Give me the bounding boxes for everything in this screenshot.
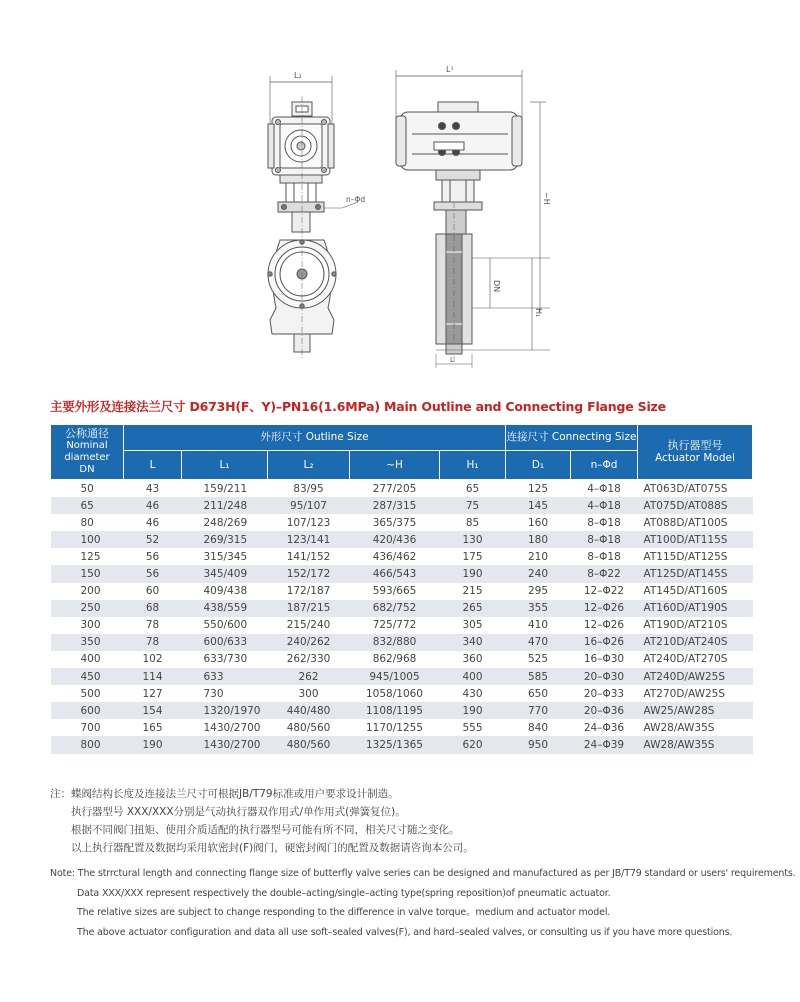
- cell-nphid: 16–Φ30: [571, 651, 638, 668]
- dim-label-l2: L₂: [294, 71, 302, 80]
- cell-h1: 620: [440, 736, 506, 753]
- cell-actuator-model: AT063D/AT075S: [638, 480, 753, 498]
- cell-h1: 190: [440, 565, 506, 582]
- header-nominal-diameter: [51, 425, 124, 480]
- cell-l: 46: [124, 514, 182, 531]
- cell-h: 1170/1255: [350, 719, 440, 736]
- cell-h: 420/436: [350, 531, 440, 548]
- cell-l2: 172/187: [268, 583, 350, 600]
- cell-nphid: 8–Φ22: [571, 565, 638, 582]
- header-h: ~H: [350, 451, 440, 480]
- cell-l: 56: [124, 548, 182, 565]
- table-row: [51, 497, 753, 514]
- section-title: 主要外形及连接法兰尺寸 D673H(F、Y)–PN16(1.6MPa) Main Outline and Connecting Flange Size: [50, 399, 666, 414]
- cell-h: 436/462: [350, 548, 440, 565]
- notes-chinese: [50, 785, 474, 857]
- cell-h: 682/752: [350, 600, 440, 617]
- cell-dn: 125: [51, 548, 124, 565]
- cell-l1: 600/633: [182, 634, 268, 651]
- cell-dn: 50: [51, 480, 124, 498]
- cell-l: 190: [124, 736, 182, 753]
- table-row: [51, 531, 753, 548]
- cell-nphid: 16–Φ26: [571, 634, 638, 651]
- note-en-line: Data XXX/XXX represent respectively the double–acting/single–acting type(spring reposition)of pneumatic actuator.: [77, 887, 611, 899]
- cell-h1: 215: [440, 583, 506, 600]
- cell-l2: 187/215: [268, 600, 350, 617]
- cell-dn: 150: [51, 565, 124, 582]
- cell-d1: 145: [506, 497, 571, 514]
- note-cn-line: 注：蝶阀结构长度及连接法兰尺寸可根据JB/T79标准或用户要求设计制造。: [50, 788, 399, 800]
- note-en-line: The relative sizes are subject to change responding to the difference in valve torque。medium and actuator model.: [77, 907, 611, 918]
- cell-d1: 950: [506, 736, 571, 753]
- side-view: [396, 65, 551, 368]
- header-actuator-model: [638, 425, 753, 480]
- cell-nphid: 12–Φ26: [571, 617, 638, 634]
- header-connecting-size: 连接尺寸 Connecting Size: [506, 425, 638, 451]
- cell-dn: 700: [51, 719, 124, 736]
- cell-nphid: 12–Φ26: [571, 600, 638, 617]
- cell-h: 1058/1060: [350, 685, 440, 702]
- cell-dn: 400: [51, 651, 124, 668]
- table-row: [51, 600, 753, 617]
- header-l2: L₂: [268, 451, 350, 480]
- dim-label-l1: L¹: [446, 65, 454, 74]
- cell-l1: 1430/2700: [182, 719, 268, 736]
- cell-dn: 450: [51, 668, 124, 685]
- cell-d1: 770: [506, 702, 571, 719]
- cell-l: 102: [124, 651, 182, 668]
- cell-dn: 350: [51, 634, 124, 651]
- cell-nphid: 20–Φ36: [571, 702, 638, 719]
- header-d1: D₁: [506, 451, 571, 480]
- cell-d1: 240: [506, 565, 571, 582]
- cell-nphid: 12–Φ22: [571, 583, 638, 600]
- cell-h: 725/772: [350, 617, 440, 634]
- cell-l2: 480/560: [268, 736, 350, 753]
- table-row: [51, 634, 753, 651]
- cell-dn: 800: [51, 736, 124, 753]
- cell-h: 365/375: [350, 514, 440, 531]
- cell-d1: 650: [506, 685, 571, 702]
- cell-dn: 300: [51, 617, 124, 634]
- cell-d1: 410: [506, 617, 571, 634]
- header-h1: H₁: [440, 451, 506, 480]
- header-nominal-en1: Nominal: [66, 440, 108, 451]
- cell-l1: 633/730: [182, 651, 268, 668]
- cell-nphid: 8–Φ18: [571, 531, 638, 548]
- cell-d1: 840: [506, 719, 571, 736]
- cell-h1: 75: [440, 497, 506, 514]
- note-en-line: Note: The strrctural length and connecting flange size of butterfly valve series can be designed and manufactured as per JB/T79 standard or users' requirements.: [50, 868, 796, 879]
- cell-nphid: 4–Φ18: [571, 497, 638, 514]
- cell-d1: 295: [506, 583, 571, 600]
- cell-l2: 215/240: [268, 617, 350, 634]
- cell-nphid: 8–Φ18: [571, 548, 638, 565]
- cell-actuator-model: AT240D/AT270S: [638, 651, 753, 668]
- cell-d1: 160: [506, 514, 571, 531]
- cell-h: 277/205: [350, 480, 440, 498]
- cell-l2: 262: [268, 668, 350, 685]
- cell-l2: 152/172: [268, 565, 350, 582]
- dim-label-h: ~H: [542, 192, 551, 205]
- table-row: [51, 583, 753, 600]
- cell-l2: 262/330: [268, 651, 350, 668]
- table-row: [51, 548, 753, 565]
- cell-h1: 130: [440, 531, 506, 548]
- cell-l: 60: [124, 583, 182, 600]
- cell-actuator-model: AT125D/AT145S: [638, 565, 753, 582]
- cell-nphid: 24–Φ39: [571, 736, 638, 753]
- cell-actuator-model: AW28/AW35S: [638, 719, 753, 736]
- cell-l1: 409/438: [182, 583, 268, 600]
- cell-l2: 440/480: [268, 702, 350, 719]
- cell-dn: 600: [51, 702, 124, 719]
- header-nominal-dn: DN: [79, 464, 95, 475]
- front-view: [268, 71, 366, 360]
- cell-dn: 500: [51, 685, 124, 702]
- cell-h1: 85: [440, 514, 506, 531]
- cell-dn: 80: [51, 514, 124, 531]
- cell-l: 52: [124, 531, 182, 548]
- cell-nphid: 4–Φ18: [571, 480, 638, 498]
- cell-l1: 248/269: [182, 514, 268, 531]
- notes-english: [50, 864, 796, 942]
- cell-nphid: 24–Φ36: [571, 719, 638, 736]
- cell-l: 127: [124, 685, 182, 702]
- header-actuator-en: Actuator Model: [655, 452, 735, 464]
- cell-l1: 730: [182, 685, 268, 702]
- cell-l: 43: [124, 480, 182, 498]
- cell-nphid: 8–Φ18: [571, 514, 638, 531]
- cell-nphid: 20–Φ30: [571, 668, 638, 685]
- cell-d1: 210: [506, 548, 571, 565]
- cell-h1: 65: [440, 480, 506, 498]
- table-row: [51, 719, 753, 736]
- cell-h1: 400: [440, 668, 506, 685]
- cell-d1: 355: [506, 600, 571, 617]
- dim-label-nphid: n–Φd: [346, 195, 366, 204]
- cell-l2: 300: [268, 685, 350, 702]
- cell-actuator-model: AT240D/AW25S: [638, 668, 753, 685]
- cell-l1: 1430/2700: [182, 736, 268, 753]
- cell-l: 68: [124, 600, 182, 617]
- cell-l1: 550/600: [182, 617, 268, 634]
- cell-actuator-model: AT190D/AT210S: [638, 617, 753, 634]
- cell-d1: 470: [506, 634, 571, 651]
- cell-l1: 1320/1970: [182, 702, 268, 719]
- table-row: [51, 668, 753, 685]
- cell-l: 46: [124, 497, 182, 514]
- note-en-line: The above actuator configuration and data all use soft–sealed valves(F), and hard–sealed valves, or consulting us if you have more questions.: [77, 926, 733, 938]
- header-nominal-cn: 公称通径: [65, 427, 109, 440]
- cell-l1: 438/559: [182, 600, 268, 617]
- table-row: [51, 514, 753, 531]
- cell-l1: 211/248: [182, 497, 268, 514]
- cell-l2: 83/95: [268, 480, 350, 498]
- cell-d1: 125: [506, 480, 571, 498]
- cell-dn: 65: [51, 497, 124, 514]
- header-nominal-en2: diameter: [64, 452, 110, 463]
- cell-l: 56: [124, 565, 182, 582]
- header-l1: L₁: [182, 451, 268, 480]
- cell-l: 78: [124, 634, 182, 651]
- cell-actuator-model: AT145D/AT160S: [638, 583, 753, 600]
- cell-h1: 305: [440, 617, 506, 634]
- valve-technical-drawing: [250, 62, 570, 374]
- header-actuator-cn: 执行器型号: [667, 439, 723, 452]
- cell-h1: 340: [440, 634, 506, 651]
- cell-actuator-model: AT160D/AT190S: [638, 600, 753, 617]
- cell-h1: 190: [440, 702, 506, 719]
- cell-l2: 107/123: [268, 514, 350, 531]
- dim-label-h1: H₁: [534, 308, 543, 318]
- cell-l1: 345/409: [182, 565, 268, 582]
- cell-h1: 265: [440, 600, 506, 617]
- cell-h1: 430: [440, 685, 506, 702]
- cell-d1: 180: [506, 531, 571, 548]
- table-row: [51, 617, 753, 634]
- cell-l: 165: [124, 719, 182, 736]
- table-row: [51, 565, 753, 582]
- header-outline-size: 外形尺寸 Outline Size: [124, 425, 506, 451]
- cell-l: 78: [124, 617, 182, 634]
- dim-label-l: L: [450, 356, 454, 364]
- cell-dn: 100: [51, 531, 124, 548]
- table-row: [51, 685, 753, 702]
- cell-h1: 360: [440, 651, 506, 668]
- cell-l: 154: [124, 702, 182, 719]
- table-row: [51, 702, 753, 719]
- table-row: [51, 651, 753, 668]
- cell-nphid: 20–Φ33: [571, 685, 638, 702]
- cell-l1: 315/345: [182, 548, 268, 565]
- table-row: [51, 736, 753, 753]
- cell-h: 593/665: [350, 583, 440, 600]
- note-cn-line: 执行器型号 XXX/XXX分别是气动执行器双作用式/单作用式(弹簧复位)。: [71, 806, 406, 818]
- note-cn-line: 根据不同阀门扭矩、使用介质适配的执行器型号可能有所不同，相关尺寸随之变化。: [71, 824, 460, 836]
- cell-h: 287/315: [350, 497, 440, 514]
- cell-l1: 159/211: [182, 480, 268, 498]
- cell-actuator-model: AT210D/AT240S: [638, 634, 753, 651]
- cell-h: 945/1005: [350, 668, 440, 685]
- cell-d1: 585: [506, 668, 571, 685]
- cell-l1: 269/315: [182, 531, 268, 548]
- cell-actuator-model: AT075D/AT088S: [638, 497, 753, 514]
- cell-l2: 141/152: [268, 548, 350, 565]
- cell-h: 1325/1365: [350, 736, 440, 753]
- cell-h: 832/880: [350, 634, 440, 651]
- cell-l1: 633: [182, 668, 268, 685]
- cell-actuator-model: AT100D/AT115S: [638, 531, 753, 548]
- header-nphid: n–Φd: [571, 451, 638, 480]
- cell-actuator-model: AT115D/AT125S: [638, 548, 753, 565]
- table-row: [51, 480, 753, 498]
- cell-dn: 200: [51, 583, 124, 600]
- cell-actuator-model: AT088D/AT100S: [638, 514, 753, 531]
- note-cn-line: 以上执行器配置及数据均采用软密封(F)阀门，硬密封阀门的配置及数据请咨询本公司。: [71, 842, 474, 854]
- dim-label-dn: DN: [492, 280, 501, 293]
- cell-actuator-model: AW25/AW28S: [638, 702, 753, 719]
- cell-l2: 123/141: [268, 531, 350, 548]
- cell-h1: 175: [440, 548, 506, 565]
- cell-actuator-model: AT270D/AW25S: [638, 685, 753, 702]
- cell-h: 1108/1195: [350, 702, 440, 719]
- cell-l2: 480/560: [268, 719, 350, 736]
- cell-h: 466/543: [350, 565, 440, 582]
- outline-flange-size-table: [50, 424, 753, 754]
- cell-h: 862/968: [350, 651, 440, 668]
- header-l: L: [124, 451, 182, 480]
- cell-d1: 525: [506, 651, 571, 668]
- cell-dn: 250: [51, 600, 124, 617]
- cell-h1: 555: [440, 719, 506, 736]
- cell-actuator-model: AW28/AW35S: [638, 736, 753, 753]
- cell-l: 114: [124, 668, 182, 685]
- cell-l2: 240/262: [268, 634, 350, 651]
- cell-l2: 95/107: [268, 497, 350, 514]
